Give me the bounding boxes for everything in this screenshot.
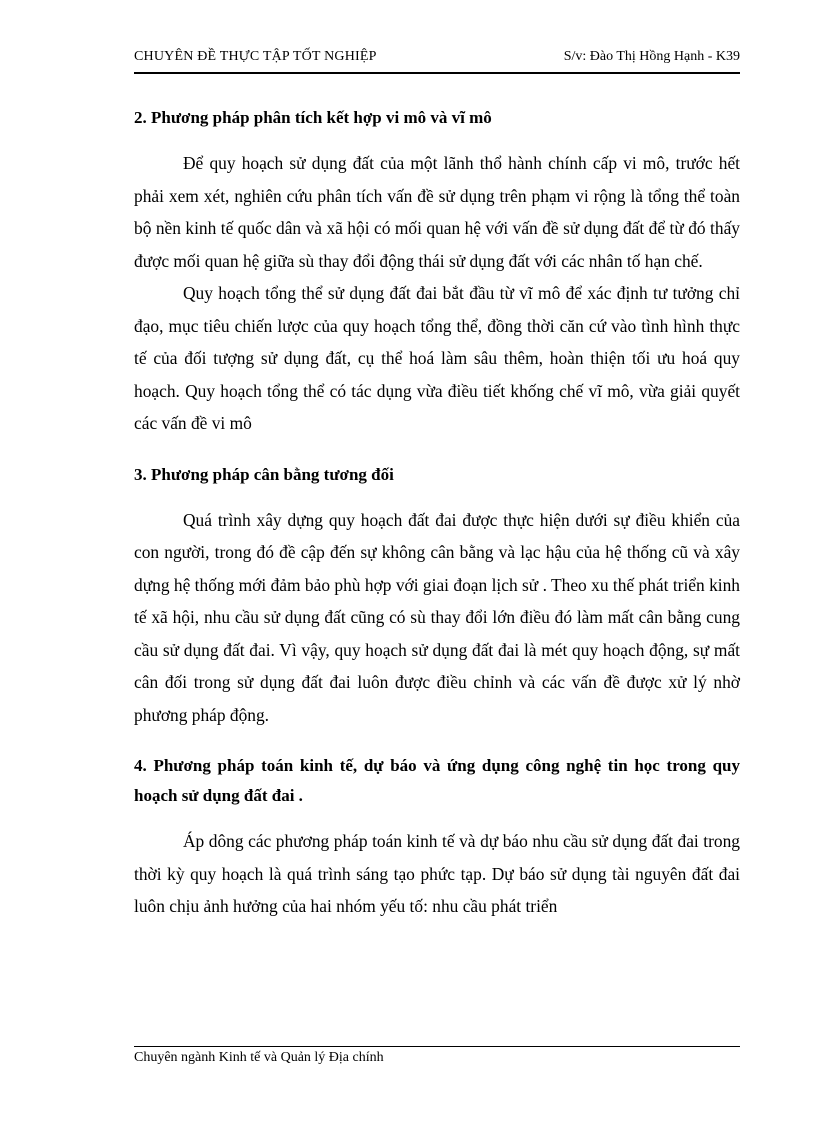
section-2-paragraph-2: Quy hoạch tổng thể sử dụng đất đai bắt đầu từ vĩ mô để xác định tư tưởng chỉ đạo, mục tiêu chiến lược của quy hoạch tổng thể, đồng thời căn cứ vào tình hình thực tế của đối tượng sử dụng đất, cụ thể hoá làm sâu thêm, hoàn thiện tối ưu hoá quy hoạch. Quy hoạch tổng thể có tác dụng vừa điều tiết khống chế vĩ mô, vừa giải quyết các vấn đề vi mô (134, 283, 740, 433)
page-footer: Chuyên ngành Kinh tế và Quản lý Địa chính (134, 1050, 384, 1065)
header-author: S/v: Đào Thị Hồng Hạnh - K39 (563, 49, 740, 64)
page-header (134, 49, 740, 69)
section-3-paragraph-1: Quá trình xây dựng quy hoạch đất đai được thực hiện dưới sự điều khiển của con người, trong đó đề cập đến sự không cân bằng và lạc hậu của hệ thống cũ và xây dựng hệ thống mới đảm bảo phù hợp với giai đoạn lịch sử . Theo xu thế phát triển kinh tế xã hội, nhu cầu sử dụng đất cũng có sù thay đổi lớn điều đó làm mất cân bằng cung cầu sử dụng đất đai. Vì vậy, quy hoạch sử dụng đất đai là mét quy hoạch động, sự mất cân đối trong sử dụng đất đai luôn được điều chỉnh và các vấn đề được xử lý nhờ phương pháp động. (134, 509, 740, 725)
section-2-paragraph-1: Để quy hoạch sử dụng đất của một lãnh thổ hành chính cấp vi mô, trước hết phải xem xét, nghiên cứu phân tích vấn đề sử dụng trên phạm vi rộng là tổng thể toàn bộ nền kinh tế quốc dân và xã hội có mối quan hệ với vấn đề sử dụng đất để từ đó thấy được mối quan hệ giữa sù thay đổi động thái sử dụng đất với các nhân tố hạn chế. (134, 153, 740, 271)
header-title: CHUYÊN ĐỀ THỰC TẬP TỐT NGHIỆP (134, 49, 377, 64)
header-divider (134, 72, 740, 74)
section-2-heading: 2. Phương pháp phân tích kết hợp vi mô và vĩ mô (134, 108, 492, 127)
section-3-heading: 3. Phương pháp cân bằng tương đối (134, 464, 394, 484)
section-4-paragraph-1: Áp dông các phương pháp toán kinh tế và dự báo nhu cầu sử dụng đất đai trong thời kỳ quy hoạch là quá trình sáng tạo phức tạp. Dự báo sử dụng tài nguyên đất đai luôn chịu ảnh hưởng của hai nhóm yếu tố: nhu cầu phát triển (134, 831, 740, 916)
section-4-heading: 4. Phương pháp toán kinh tế, dự báo và ứng dụng công nghệ tin học trong quy hoạch sử dụng đất đai . (134, 756, 740, 805)
document-body (134, 107, 740, 923)
footer-divider (134, 1046, 740, 1047)
